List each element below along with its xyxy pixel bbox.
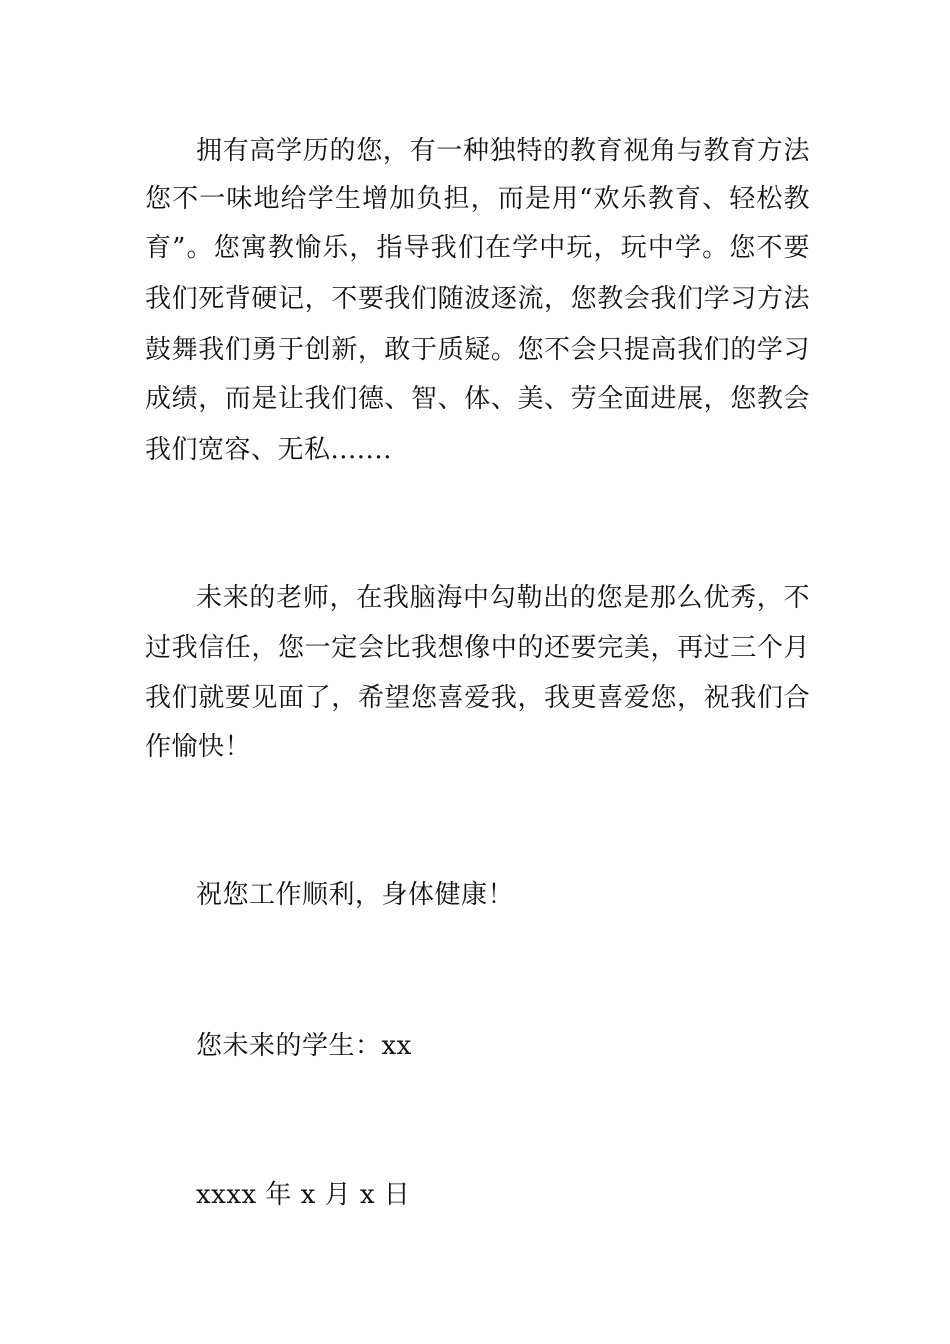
date: xxxx 年 x 月 x 日 [196, 1180, 411, 1210]
paragraph-1-line-5: 鼓舞我们勇于创新，敢于质疑。您不会只提高我们的学习 [145, 335, 810, 365]
paragraph-2-line-4: 作愉快！ [145, 732, 252, 762]
paragraph-1-line-6: 成绩，而是让我们德、智、体、美、劳全面进展，您教会 [145, 384, 810, 414]
paragraph-2-line-2: 过我信任，您一定会比我想像中的还要完美，再过三个月 [145, 633, 810, 663]
closing-wish: 祝您工作顺利，身体健康！ [196, 880, 515, 910]
signature: 您未来的学生：xx [196, 1031, 412, 1061]
paragraph-1-line-7: 我们宽容、无私....... [145, 435, 392, 465]
paragraph-1-line-2: 您不一味地给学生增加负担，而是用“欢乐教育、轻松教 [145, 184, 810, 214]
paragraph-2-line-3: 我们就要见面了，希望您喜爱我，我更喜爱您，祝我们合 [145, 683, 810, 713]
paragraph-2-line-1: 未来的老师，在我脑海中勾勒出的您是那么优秀，不 [196, 583, 810, 613]
paragraph-1-line-1: 拥有高学历的您，有一种独特的教育视角与教育方法 [196, 136, 810, 166]
paragraph-1-line-4: 我们死背硬记，不要我们随波逐流，您教会我们学习方法 [145, 284, 810, 314]
paragraph-1-line-3: 育”。您寓教愉乐，指导我们在学中玩，玩中学。您不要 [145, 233, 810, 263]
